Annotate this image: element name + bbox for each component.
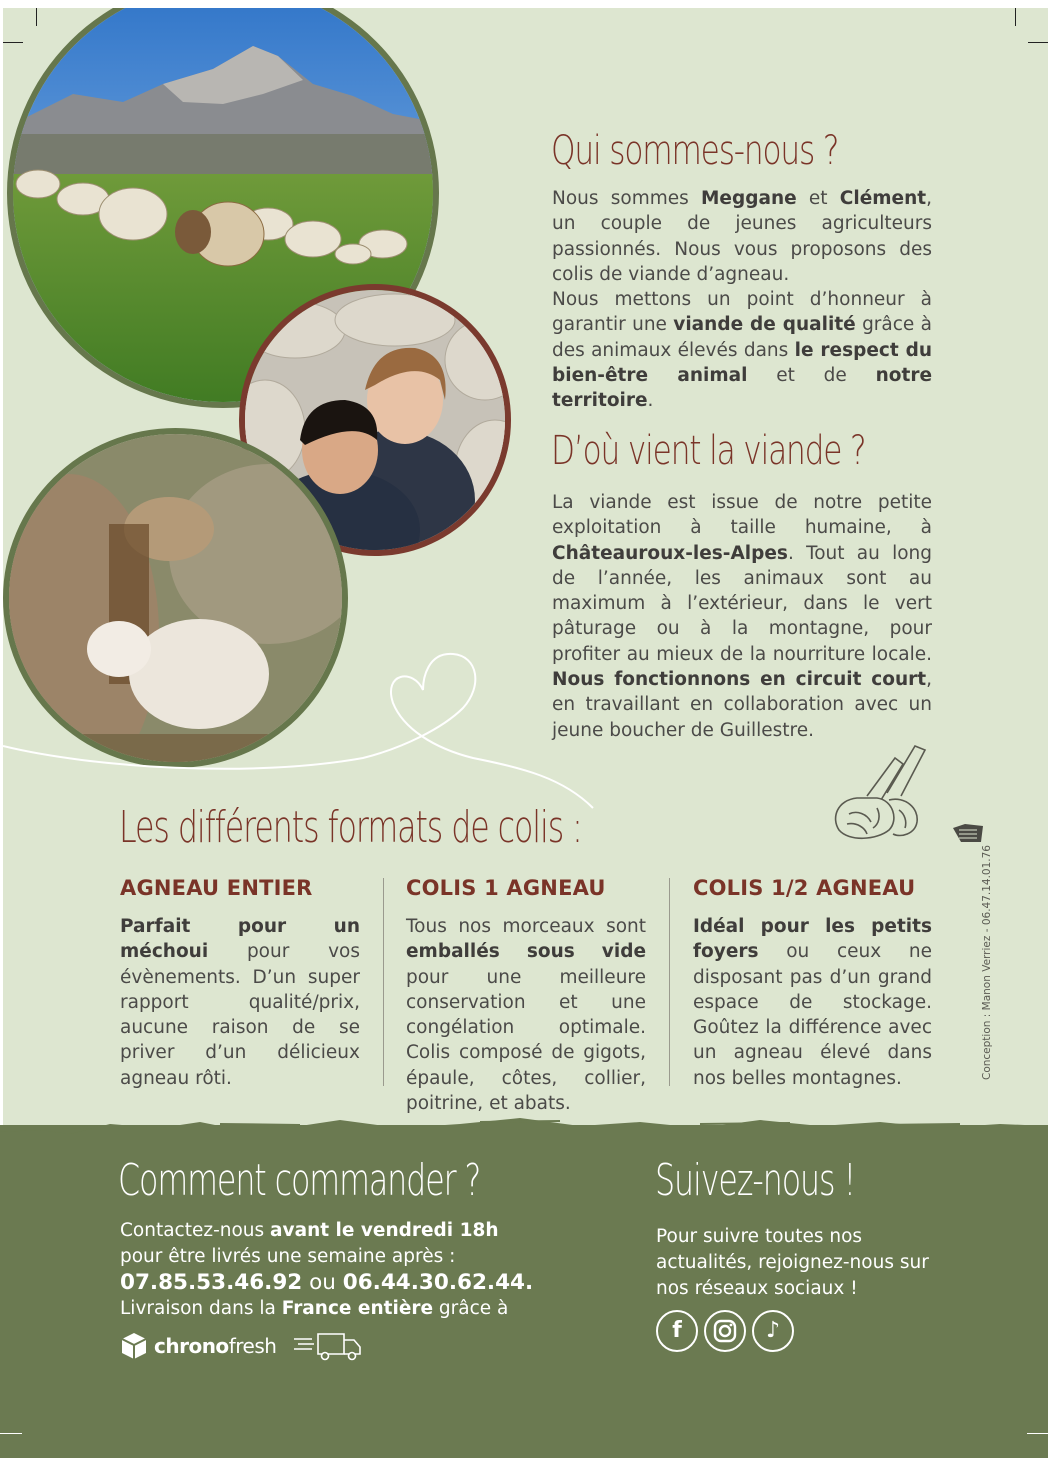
- bold-run: emballés sous vide: [406, 941, 646, 963]
- column-divider: [383, 878, 384, 1086]
- phone-number-1[interactable]: 07.85.53.46.92: [120, 1270, 303, 1295]
- bold-run: notre territoire: [552, 365, 932, 412]
- text-run: La viande est issue de notre petite exploitation à taille humaine, à: [552, 492, 932, 539]
- text-run: et de: [747, 365, 876, 387]
- heart-line-decoration: [3, 648, 623, 818]
- format-title-half-lamb: COLIS 1/2 AGNEAU: [693, 876, 916, 900]
- order-text: [120, 1218, 540, 1322]
- format-text-one-lamb: [406, 914, 646, 1116]
- format-text-whole-lamb: [120, 914, 360, 1091]
- brand-chrono: chrono: [154, 1334, 229, 1358]
- name-clement: Clément: [839, 188, 927, 209]
- bold-run: Idéal pour les petits foyers: [693, 916, 932, 963]
- bold-run: viande de qualité: [673, 314, 856, 336]
- text-run: , un couple de jeunes agriculteurs passionnés. Nous vous proposons des colis de viande d’agneau.: [552, 188, 932, 285]
- bold-run: Nous fonctionnons en circuit court: [552, 669, 927, 691]
- order-phones: [120, 1270, 540, 1296]
- order-title: Comment commander ?: [118, 1155, 481, 1206]
- chronofresh-logo: [120, 1330, 364, 1362]
- text-run: Tous nos morceaux sont: [406, 916, 646, 937]
- order-line: [120, 1218, 540, 1244]
- crop-mark: [36, 8, 37, 26]
- text-run: pour vos évènements. D’un super rapport qualité/prix, aucune raison de se priver d’un délicieux agneau rôti.: [120, 941, 360, 1089]
- text-run: .: [647, 390, 654, 412]
- formats-title: Les différents formats de colis :: [119, 802, 582, 853]
- order-line: pour être livrés une semaine après :: [120, 1246, 456, 1267]
- text-run: , en travaillant en collaboration avec un jeune boucher de Guillestre.: [552, 669, 932, 741]
- text-run: grâce à des animaux élevés dans: [552, 314, 932, 361]
- chronofresh-box-icon: [120, 1331, 148, 1361]
- name-meggane: Meggane: [701, 188, 797, 209]
- about-paragraph: [552, 186, 932, 414]
- about-title: Qui sommes-nous ?: [551, 128, 839, 174]
- format-title-whole-lamb: AGNEAU ENTIER: [120, 876, 313, 900]
- text-run: Livraison dans la: [120, 1298, 282, 1319]
- text-run: pour une meilleure conservation et une congélation optimale. Colis composé de gigots, épaule, côtes, collier, poitrine, et abats.: [406, 966, 646, 1115]
- origin-paragraph: [552, 490, 932, 743]
- text-run: Contactez-nous: [120, 1220, 271, 1241]
- origin-title: D’où vient la viande ?: [551, 428, 866, 474]
- column-divider: [669, 878, 670, 1086]
- text-run: ou: [302, 1270, 343, 1295]
- crop-mark: [1015, 8, 1016, 26]
- facebook-icon[interactable]: f: [656, 1310, 698, 1352]
- designer-logo-icon: [951, 820, 985, 844]
- brush-edge-decoration: [0, 1110, 1048, 1140]
- text-run: Nous mettons un point d’honneur à garantir une: [552, 289, 932, 336]
- text-run: et: [796, 188, 840, 209]
- text-run: Nous sommes: [552, 188, 702, 209]
- design-credit: Conception : Manon Verriez - 06.47.14.01.76: [981, 845, 993, 1080]
- bold-run: France entière: [281, 1298, 434, 1319]
- bold-run: le respect du bien-être animal: [552, 339, 933, 387]
- instagram-icon[interactable]: [704, 1310, 746, 1352]
- follow-text: Pour suivre toutes nos actualités, rejoignez-nous sur nos réseaux sociaux !: [656, 1226, 929, 1299]
- brand-fresh: fresh: [228, 1334, 277, 1358]
- order-deadline: avant le vendredi 18h: [270, 1220, 499, 1241]
- crop-mark: [1027, 1433, 1048, 1434]
- bold-run: Parfait pour un méchoui: [120, 916, 360, 963]
- crop-mark: [3, 42, 23, 43]
- crop-mark: [1028, 42, 1048, 43]
- follow-title: Suivez-nous !: [655, 1155, 856, 1206]
- format-title-one-lamb: COLIS 1 AGNEAU: [406, 876, 606, 900]
- text-run: . Tout au long de l’année, les animaux sont au maximum à l’extérieur, dans le vert pâturage ou à la montagne, pour profiter au mieux de la nourriture locale.: [552, 542, 932, 665]
- format-text-half-lamb: [693, 914, 932, 1091]
- crop-mark: [0, 1433, 22, 1434]
- order-line: [120, 1296, 540, 1322]
- delivery-truck-icon: [292, 1330, 364, 1362]
- text-run: ou ceux ne disposant pas d’un grand espace de stockage. Goûtez la différence avec un agneau élevé dans nos belles montagnes.: [693, 941, 932, 1089]
- bold-run: Châteauroux-les-Alpes: [552, 542, 788, 564]
- text-run: grâce à: [433, 1298, 509, 1319]
- tiktok-icon[interactable]: ♪: [752, 1310, 794, 1352]
- phone-number-2[interactable]: 06.44.30.62.44.: [342, 1270, 534, 1295]
- instagram-glyph: [706, 1312, 744, 1350]
- lamb-chops-icon: [827, 738, 935, 844]
